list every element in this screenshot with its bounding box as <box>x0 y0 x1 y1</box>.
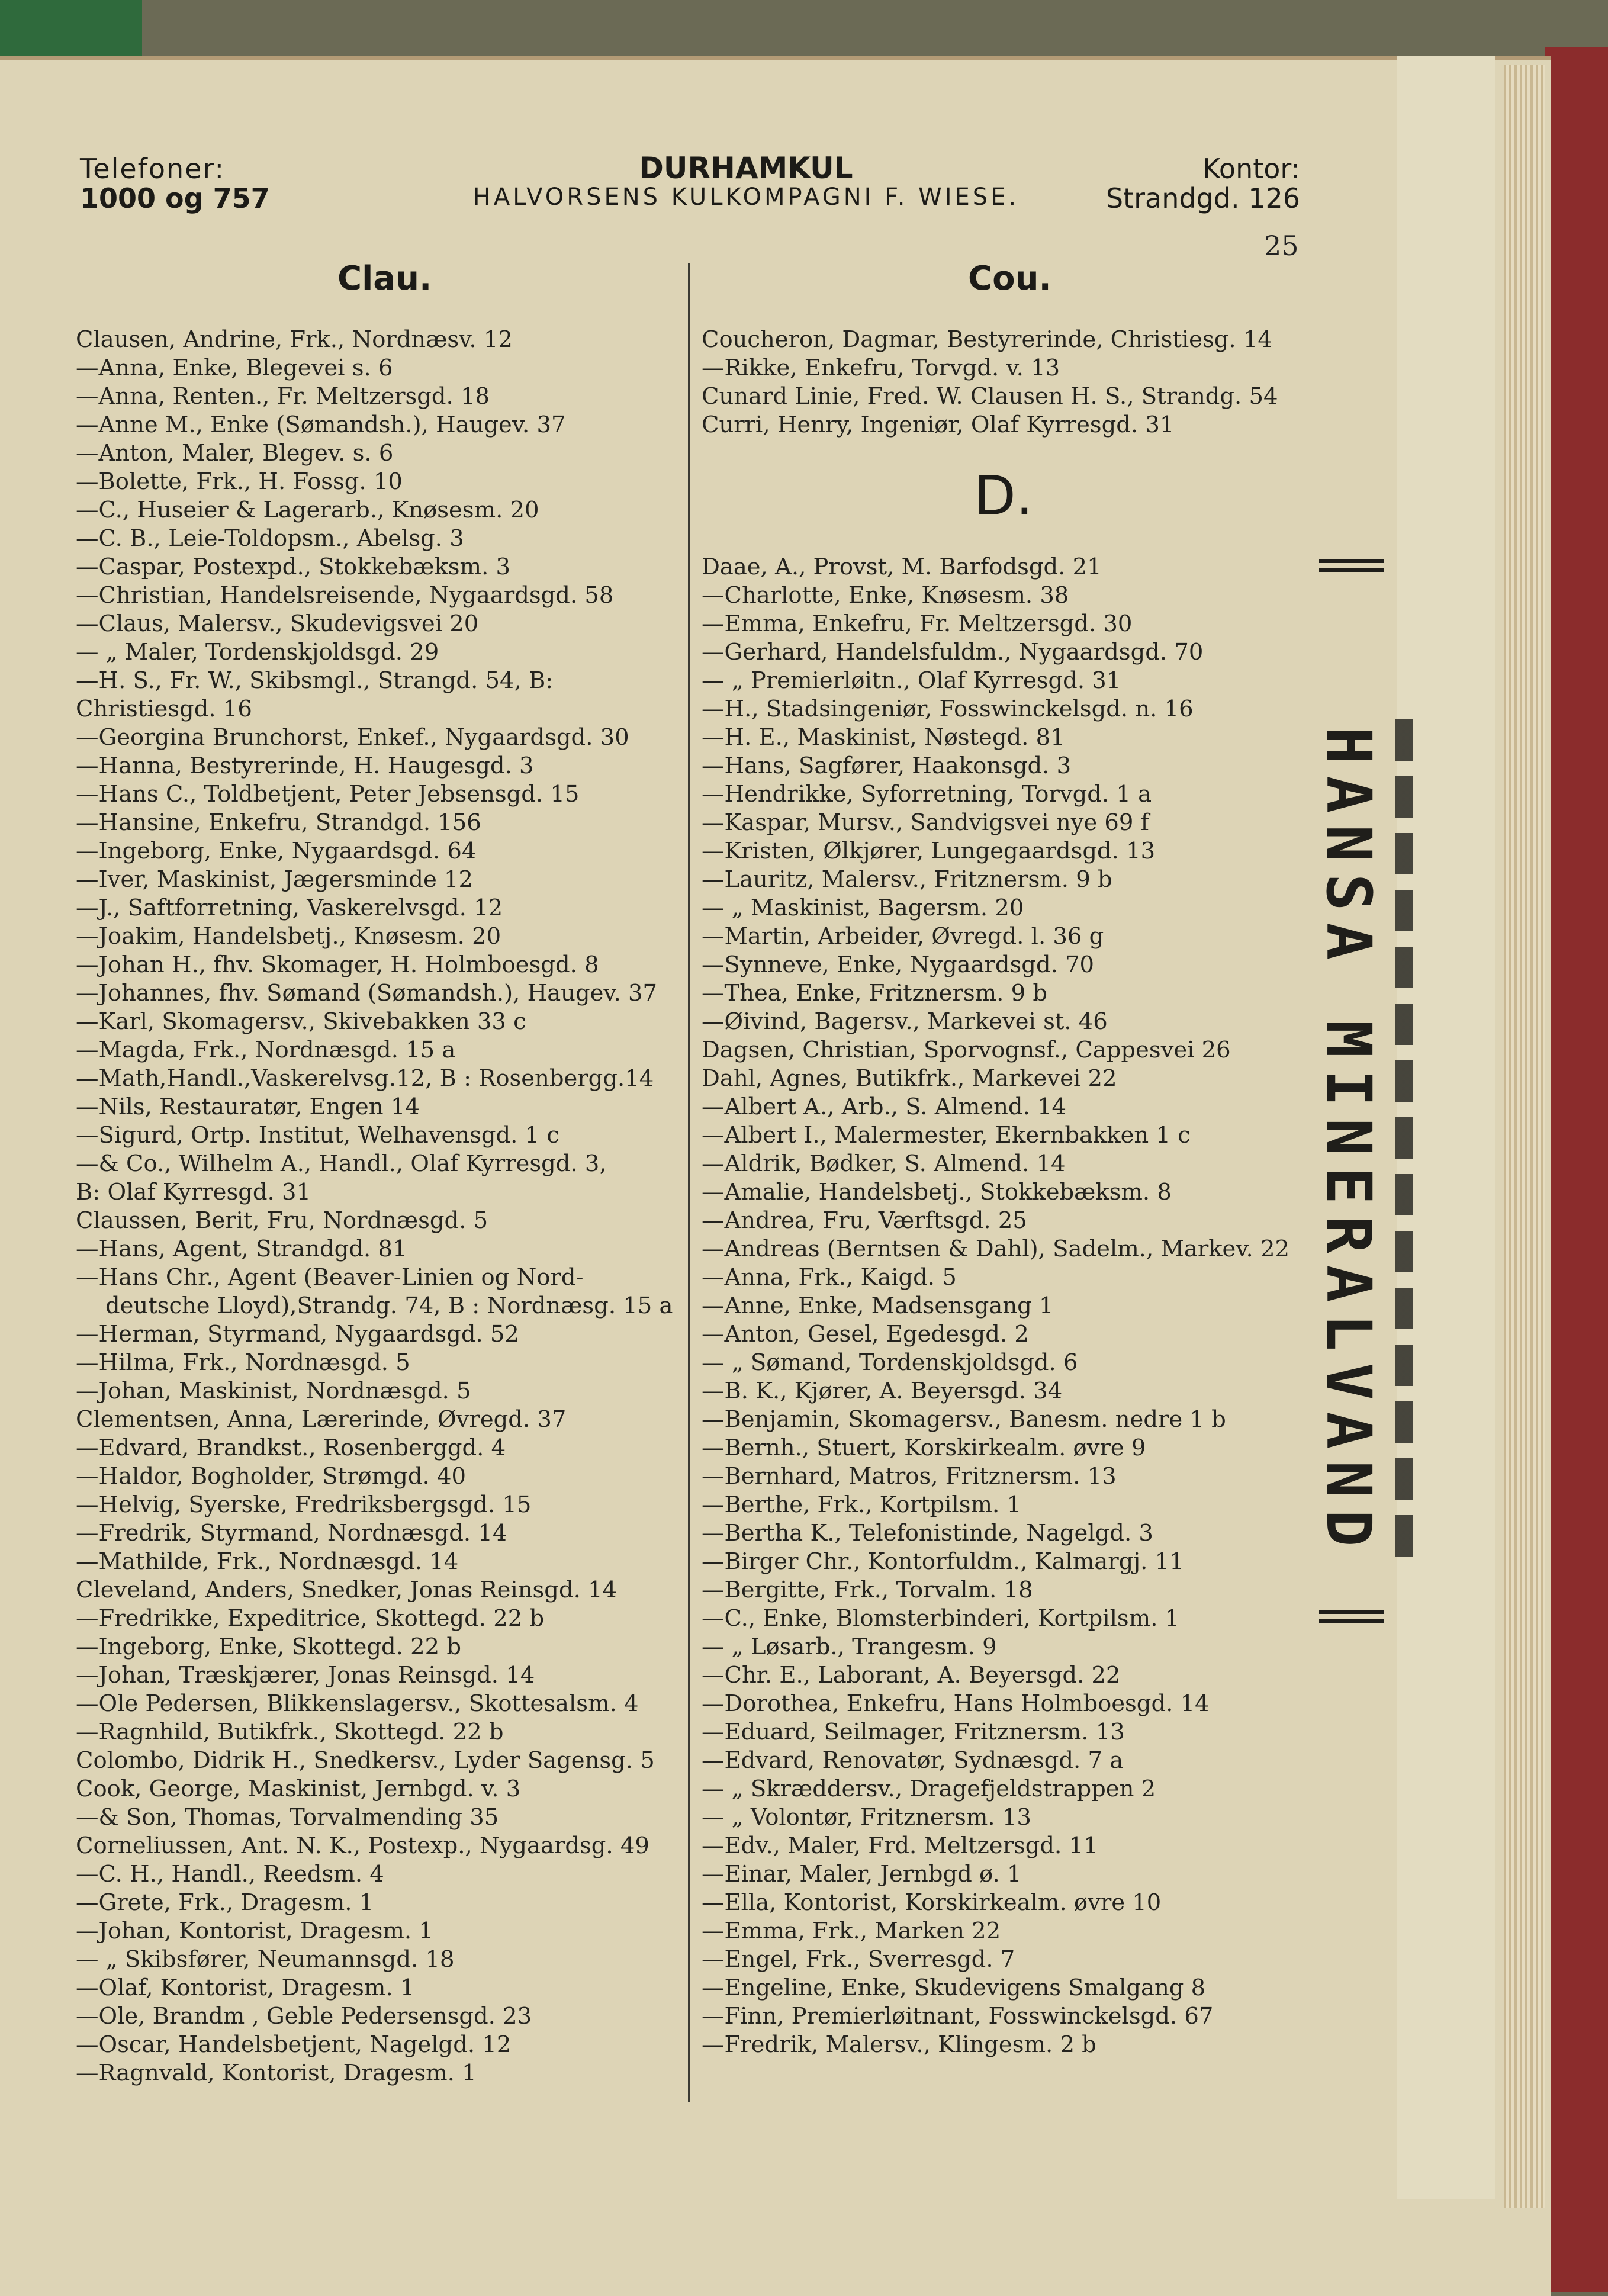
directory-entry: Daae, A., Provst, M. Barfodsgd. 21 <box>702 554 1102 580</box>
directory-entry: —Johan, Træskjærer, Jonas Reinsgd. 14 <box>76 1662 535 1689</box>
directory-entry: —Hans Chr., Agent (Beaver-Linien og Nord- <box>76 1264 584 1291</box>
directory-entry: —Hans, Sagfører, Haakonsgd. 3 <box>702 753 1072 779</box>
directory-entry: —Nils, Restauratør, Engen 14 <box>76 1094 420 1120</box>
directory-entry: — „ Maskinist, Bagersm. 20 <box>702 895 1024 921</box>
header-brand: DURHAMKUL <box>639 151 853 185</box>
advert-rule-top-2 <box>1319 568 1384 572</box>
directory-entry: Claussen, Berit, Fru, Nordnæsgd. 5 <box>76 1207 488 1234</box>
directory-entry: —Haldor, Bogholder, Strømgd. 40 <box>76 1463 466 1490</box>
directory-entry: —Herman, Styrmand, Nygaardsgd. 52 <box>76 1321 519 1348</box>
directory-entry: —Kaspar, Mursv., Sandvigsvei nye 69 f <box>702 809 1149 836</box>
directory-entry: —Rikke, Enkefru, Torvgd. v. 13 <box>702 355 1060 381</box>
directory-entry: —Berthe, Frk., Kortpilsm. 1 <box>702 1491 1021 1518</box>
directory-entry: —Finn, Premierløitnant, Fosswinckelsgd. 67 <box>702 2003 1214 2030</box>
directory-entry: —Birger Chr., Kontorfuldm., Kalmargj. 11 <box>702 1548 1184 1575</box>
directory-entry: —Iver, Maskinist, Jægersminde 12 <box>76 866 473 893</box>
directory-entry: — „ Volontør, Fritznersm. 13 <box>702 1804 1031 1831</box>
advert-bleed-through <box>1395 719 1413 1572</box>
column-divider <box>688 263 690 2102</box>
directory-entry: Dagsen, Christian, Sporvognsf., Cappesvei 26 <box>702 1037 1231 1063</box>
directory-entry: —Hilma, Frk., Nordnæsgd. 5 <box>76 1349 410 1376</box>
directory-entry: —Ingeborg, Enke, Nygaardsgd. 64 <box>76 838 477 864</box>
directory-entry: —H., Stadsingeniør, Fosswinckelsgd. n. 16 <box>702 696 1194 722</box>
directory-entry: —Hansine, Enkefru, Strandgd. 156 <box>76 809 481 836</box>
header-phone-numbers: 1000 og 757 <box>80 182 270 214</box>
directory-entry: —C. H., Handl., Reedsm. 4 <box>76 1861 384 1887</box>
directory-entry: —Edvard, Renovatør, Sydnæsgd. 7 a <box>702 1747 1124 1774</box>
directory-entry: — „ Skræddersv., Dragefjeldstrappen 2 <box>702 1776 1156 1802</box>
directory-entry: —Johan H., fhv. Skomager, H. Holmboesgd. 8 <box>76 951 599 978</box>
directory-entry: —Bernhard, Matros, Fritznersm. 13 <box>702 1463 1117 1490</box>
directory-entry: —Fredrikke, Expeditrice, Skottegd. 22 b <box>76 1605 545 1632</box>
directory-entry: —Engeline, Enke, Skudevigens Smalgang 8 <box>702 1975 1206 2001</box>
directory-entry: —Grete, Frk., Dragesm. 1 <box>76 1889 374 1916</box>
directory-entry: —Benjamin, Skomagersv., Banesm. nedre 1 b <box>702 1406 1226 1433</box>
directory-entry: —Fredrik, Malersv., Klingesm. 2 b <box>702 2031 1096 2058</box>
directory-entry: —Anne, Enke, Madsensgang 1 <box>702 1292 1054 1319</box>
directory-entry: —Anton, Maler, Blegev. s. 6 <box>76 440 394 467</box>
directory-entry: —Albert A., Arb., S. Almend. 14 <box>702 1094 1067 1120</box>
directory-entry: —B. K., Kjører, A. Beyersgd. 34 <box>702 1378 1063 1404</box>
directory-entry: —Anna, Renten., Fr. Meltzersgd. 18 <box>76 383 490 410</box>
directory-entry: —Edvard, Brandkst., Rosenberggd. 4 <box>76 1435 506 1461</box>
directory-entry: —Thea, Enke, Fritznersm. 9 b <box>702 980 1047 1006</box>
directory-entry: —C. B., Leie-Toldopsm., Abelsg. 3 <box>76 525 464 552</box>
directory-entry: —H. E., Maskinist, Nøstegd. 81 <box>702 724 1065 751</box>
directory-entry: Clausen, Andrine, Frk., Nordnæsv. 12 <box>76 326 513 353</box>
directory-entry: —Chr. E., Laborant, A. Beyersgd. 22 <box>702 1662 1121 1689</box>
right-column-heading: Cou. <box>968 259 1051 298</box>
directory-entry: —Johan, Kontorist, Dragesm. 1 <box>76 1918 433 1944</box>
directory-entry: —Karl, Skomagersv., Skivebakken 33 c <box>76 1008 526 1035</box>
advert-vertical-text: HANSA MINERALVAND <box>1313 726 1385 1559</box>
directory-entry: —Andreas (Berntsen & Dahl), Sadelm., Markev. 22 <box>702 1236 1289 1262</box>
directory-entry: —Hanna, Bestyrerinde, H. Haugesgd. 3 <box>76 753 534 779</box>
directory-entry: —Ella, Kontorist, Korskirkealm. øvre 10 <box>702 1889 1162 1916</box>
directory-entry: deutsche Lloyd),Strandg. 74, B : Nordnæsg. 15 a <box>105 1292 673 1319</box>
directory-entry: —Anton, Gesel, Egedesgd. 2 <box>702 1321 1029 1348</box>
directory-entry: —Olaf, Kontorist, Dragesm. 1 <box>76 1975 415 2001</box>
directory-entry: —Bergitte, Frk., Torvalm. 18 <box>702 1577 1033 1603</box>
advert-rule-top <box>1319 559 1384 563</box>
directory-entry: —Emma, Frk., Marken 22 <box>702 1918 1001 1944</box>
directory-entry: —H. S., Fr. W., Skibsmgl., Strangd. 54, B: <box>76 667 554 694</box>
directory-entry: —C., Huseier & Lagerarb., Knøsesm. 20 <box>76 497 539 523</box>
header-phone-label: Telefoner: <box>80 153 226 185</box>
directory-entry: —Gerhard, Handelsfuldm., Nygaardsgd. 70 <box>702 639 1204 665</box>
directory-entry: Cleveland, Anders, Snedker, Jonas Reinsgd. 14 <box>76 1577 618 1603</box>
header-office-label: Kontor: <box>1202 153 1300 185</box>
directory-entry: Curri, Henry, Ingeniør, Olaf Kyrresgd. 31 <box>702 411 1175 438</box>
directory-entry: —Oscar, Handelsbetjent, Nagelgd. 12 <box>76 2031 512 2058</box>
directory-entry: —Johannes, fhv. Sømand (Sømandsh.), Haugev. 37 <box>76 980 658 1006</box>
directory-entry: Cook, George, Maskinist, Jernbgd. v. 3 <box>76 1776 521 1802</box>
directory-entry: —Emma, Enkefru, Fr. Meltzersgd. 30 <box>702 610 1133 637</box>
directory-entry: —Ragnhild, Butikfrk., Skottegd. 22 b <box>76 1719 504 1745</box>
advert-rule-bottom <box>1319 1610 1384 1614</box>
directory-entry: —Albert I., Malermester, Ekernbakken 1 c <box>702 1122 1191 1149</box>
directory-entry: — „ Skibsfører, Neumannsgd. 18 <box>76 1946 455 1973</box>
directory-entry: —Hendrikke, Syforretning, Torvgd. 1 a <box>702 781 1152 808</box>
directory-entry: — „ Sømand, Tordenskjoldsgd. 6 <box>702 1349 1078 1376</box>
directory-entry: —Fredrik, Styrmand, Nordnæsgd. 14 <box>76 1520 507 1546</box>
directory-entry: —Andrea, Fru, Værftsgd. 25 <box>702 1207 1027 1234</box>
directory-entry: —Georgina Brunchorst, Enkef., Nygaardsgd. 30 <box>76 724 629 751</box>
directory-entry: —Hans, Agent, Strandgd. 81 <box>76 1236 407 1262</box>
directory-entry: —Hans C., Toldbetjent, Peter Jebsensgd. 15 <box>76 781 580 808</box>
directory-entry: Colombo, Didrik H., Snedkersv., Lyder Sagensg. 5 <box>76 1747 655 1774</box>
directory-entry: —Charlotte, Enke, Knøsesm. 38 <box>702 582 1069 609</box>
directory-entry: Coucheron, Dagmar, Bestyrerinde, Christiesg. 14 <box>702 326 1272 353</box>
left-column-heading: Clau. <box>337 259 432 298</box>
directory-entry: —Einar, Maler, Jernbgd ø. 1 <box>702 1861 1022 1887</box>
directory-entry: —Helvig, Syerske, Fredriksbergsgd. 15 <box>76 1491 532 1518</box>
directory-entry: —Johan, Maskinist, Nordnæsgd. 5 <box>76 1378 471 1404</box>
directory-entry: —Sigurd, Ortp. Institut, Welhavensgd. 1 c <box>76 1122 559 1149</box>
directory-entry: —Christian, Handelsreisende, Nygaardsgd. 58 <box>76 582 614 609</box>
header-office-address: Strandgd. 126 <box>1105 182 1300 214</box>
directory-entry: —Aldrik, Bødker, S. Almend. 14 <box>702 1150 1066 1177</box>
advert-rule-bottom-2 <box>1319 1619 1384 1623</box>
directory-entry: — „ Maler, Tordenskjoldsgd. 29 <box>76 639 439 665</box>
directory-entry: —Dorothea, Enkefru, Hans Holmboesgd. 14 <box>702 1690 1210 1717</box>
book-cover-edge <box>1545 47 1608 2292</box>
directory-entry: Corneliussen, Ant. N. K., Postexp., Nygaardsg. 49 <box>76 1832 649 1859</box>
directory-entry: —Øivind, Bagersv., Markevei st. 46 <box>702 1008 1108 1035</box>
directory-entry: —Joakim, Handelsbetj., Knøsesm. 20 <box>76 923 501 950</box>
directory-entry: —Edv., Maler, Frd. Meltzersgd. 11 <box>702 1832 1098 1859</box>
directory-entry: —C., Enke, Blomsterbinderi, Kortpilsm. 1 <box>702 1605 1180 1632</box>
directory-entry: —Martin, Arbeider, Øvregd. l. 36 g <box>702 923 1104 950</box>
directory-entry: —Ragnvald, Kontorist, Dragesm. 1 <box>76 2060 477 2086</box>
directory-entry: —Amalie, Handelsbetj., Stokkebæksm. 8 <box>702 1179 1172 1205</box>
directory-entry: —J., Saftforretning, Vaskerelvsgd. 12 <box>76 895 503 921</box>
directory-entry: —Bertha K., Telefonistinde, Nagelgd. 3 <box>702 1520 1153 1546</box>
directory-entry: —Ole Pedersen, Blikkenslagersv., Skottesalsm. 4 <box>76 1690 639 1717</box>
directory-entry: —Mathilde, Frk., Nordnæsgd. 14 <box>76 1548 459 1575</box>
directory-entry: —Lauritz, Malersv., Fritznersm. 9 b <box>702 866 1112 893</box>
page-edges <box>1504 65 1545 2208</box>
directory-entry: —Kristen, Ølkjører, Lungegaardsgd. 13 <box>702 838 1156 864</box>
directory-entry: —Bolette, Frk., H. Fossg. 10 <box>76 468 403 495</box>
right-column-entries <box>702 326 1305 2059</box>
directory-entry: —Caspar, Postexpd., Stokkebæksm. 3 <box>76 554 511 580</box>
directory-entry: —Anna, Frk., Kaigd. 5 <box>702 1264 957 1291</box>
directory-entry: Dahl, Agnes, Butikfrk., Markevei 22 <box>702 1065 1117 1092</box>
header-company: HALVORSENS KULKOMPAGNI F. WIESE. <box>472 184 1020 211</box>
directory-entry: —Bernh., Stuert, Korskirkealm. øvre 9 <box>702 1435 1146 1461</box>
directory-entry: —Anna, Enke, Blegevei s. 6 <box>76 355 393 381</box>
directory-entry: — „ Premierløitn., Olaf Kyrresgd. 31 <box>702 667 1121 694</box>
directory-entry: —& Co., Wilhelm A., Handl., Olaf Kyrresgd. 3, <box>76 1150 607 1177</box>
directory-entry: —Claus, Malersv., Skudevigsvei 20 <box>76 610 479 637</box>
section-letter-d: D. <box>973 464 1034 528</box>
directory-entry: —Ingeborg, Enke, Skottegd. 22 b <box>76 1633 462 1660</box>
directory-entry: Clementsen, Anna, Lærerinde, Øvregd. 37 <box>76 1406 567 1433</box>
directory-entry: —Synneve, Enke, Nygaardsgd. 70 <box>702 951 1095 978</box>
directory-entry: B: Olaf Kyrresgd. 31 <box>76 1179 311 1205</box>
directory-entry: —Eduard, Seilmager, Fritznersm. 13 <box>702 1719 1125 1745</box>
directory-entry: —Math,Handl.,Vaskerelvsg.12, B : Rosenbergg.14 <box>76 1065 654 1092</box>
directory-entry: —Engel, Frk., Sverresgd. 7 <box>702 1946 1015 1973</box>
directory-entry: Christiesgd. 16 <box>76 696 252 722</box>
directory-entry: —Magda, Frk., Nordnæsgd. 15 a <box>76 1037 456 1063</box>
page-number: 25 <box>1264 230 1299 262</box>
directory-entry: Cunard Linie, Fred. W. Clausen H. S., Strandg. 54 <box>702 383 1278 410</box>
directory-entry: —Anne M., Enke (Sømandsh.), Haugev. 37 <box>76 411 566 438</box>
directory-entry: —& Son, Thomas, Torvalmending 35 <box>76 1804 499 1831</box>
directory-entry: — „ Løsarb., Trangesm. 9 <box>702 1633 997 1660</box>
directory-entry: —Ole, Brandm , Geble Pedersensgd. 23 <box>76 2003 532 2030</box>
left-column-entries <box>76 326 680 2088</box>
